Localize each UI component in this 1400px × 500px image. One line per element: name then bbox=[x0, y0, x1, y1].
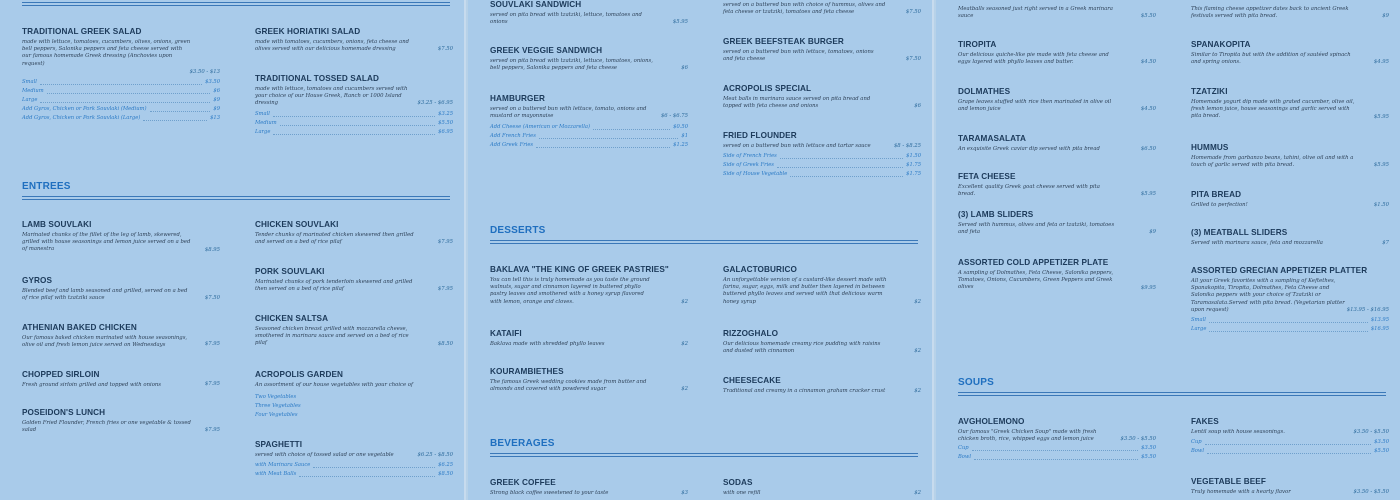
item-title: CHICKEN SALTSA bbox=[255, 314, 329, 323]
item-price: $4.50 bbox=[1140, 59, 1156, 66]
item-title: FAKES bbox=[1191, 417, 1219, 426]
item-price: $9 bbox=[1382, 13, 1389, 20]
item-price: $4.95 bbox=[1373, 59, 1389, 66]
size-options bbox=[22, 78, 220, 123]
item-description: with one refill bbox=[723, 490, 761, 496]
item-price: $8.50 bbox=[437, 340, 453, 347]
item-price: $9 bbox=[1149, 229, 1156, 236]
item-description: Our famous "Greek Chicken Soup" made with fresh chicken broth, rice, whipped eggs and lemon juice bbox=[958, 429, 1097, 443]
item-title: TZATZIKI bbox=[1191, 87, 1228, 96]
size-option: Add Greek Fries $1.25 bbox=[490, 141, 688, 148]
item-price: $7.95 bbox=[204, 381, 220, 388]
size-option: Large $6.95 bbox=[255, 128, 453, 135]
menu-item-fakes bbox=[1191, 417, 1389, 456]
item-description: Lentil soup with house seasonings. bbox=[1191, 429, 1285, 435]
item-title: LAMB SOUVLAKI bbox=[22, 220, 92, 229]
item-description: An exquisite Greek caviar dip served with pita bread bbox=[958, 146, 1100, 152]
item-description: All your Greek favorites with a sampling of Keftethes, Spanakopita, Tiropita, Dolmathes, Feta Cheese and Salonika peppers with your choice of Tzatziki or Taramasalata.Served with pita bread. (Vegetarian platter upon request) bbox=[1191, 278, 1345, 313]
menu-item-pork-souvlaki bbox=[255, 267, 453, 294]
menu-item-grecian-appetizer-platter bbox=[1191, 266, 1389, 334]
item-description: served on pita bread with tzatziki, lettuce, tomatoes, onions, bell peppers, Salonika peppers and feta cheese bbox=[490, 58, 653, 72]
item-title: GREEK BEEFSTEAK BURGER bbox=[723, 37, 844, 46]
menu-item-acropolis-garden bbox=[255, 370, 453, 420]
item-description: Our delicious homemade creamy rice pudding with raisins and dusted with cinnamon bbox=[723, 341, 881, 355]
item-price: $6.25 - $8.50 bbox=[415, 452, 454, 459]
item-description: Blended beef and lamb seasoned and grilled, served on a bed of rice pilaf with tzatziki sauce bbox=[22, 288, 188, 302]
item-description: Baklava made with shredded phyllo leaves bbox=[490, 341, 605, 347]
item-price: $3.50 - $5.50 bbox=[1353, 489, 1389, 496]
item-description: served with choice of tossed salad or one vegetable bbox=[255, 452, 394, 458]
menu-item-rizzoghalo bbox=[723, 329, 921, 356]
menu-item-greek-coffee bbox=[490, 478, 688, 497]
item-price: $5.95 bbox=[1373, 113, 1389, 120]
menu-item-cold-appetizer-plate bbox=[958, 258, 1156, 292]
item-description: Homemade yogurt dip made with grated cucumber, olive oil, fresh lemon juice, house seasonings and garlic served with pita bread. bbox=[1191, 99, 1355, 120]
item-description: Tender chunks of marinated chicken skewered then grilled and served on a bed of rice pilaf bbox=[255, 232, 414, 246]
item-description: Homemade from garbanzo beans, tahini, olive oil and with a touch of garlic served with pita bread. bbox=[1191, 155, 1354, 169]
menu-item-chopped-sirloin bbox=[22, 370, 220, 388]
item-price: $2 bbox=[914, 348, 921, 355]
item-price: $3 bbox=[681, 490, 688, 497]
item-price: $7.50 bbox=[905, 9, 921, 16]
item-description: Grape leaves stuffed with rice then marinated in olive oil and lemon juice bbox=[958, 99, 1112, 113]
item-description: Our famous baked chicken marinated with house seasonings, olive oil and fresh lemon juice served on Wednesdays bbox=[22, 335, 188, 349]
item-description: This flaming cheese appetizer dates back to ancient Greek festivals served with pita bread. bbox=[1191, 6, 1349, 20]
item-price: $1.50 bbox=[1373, 202, 1389, 209]
item-price: $6.50 bbox=[1140, 146, 1156, 153]
item-title: DOLMATHES bbox=[958, 87, 1011, 96]
item-price: $3.50 - $5.50 bbox=[1353, 429, 1389, 436]
top-rule bbox=[22, 2, 450, 6]
menu-item-lamb-souvlaki bbox=[22, 220, 220, 254]
section-title-desserts: DESSERTS bbox=[490, 225, 546, 236]
size-options bbox=[255, 461, 453, 479]
item-price: $4.50 bbox=[1140, 106, 1156, 113]
size-option: Small $13.95 bbox=[1191, 317, 1389, 324]
item-price: $2 bbox=[681, 298, 688, 305]
menu-item-fried-flounder bbox=[723, 131, 921, 179]
item-description: Marinated chunks of pork tenderloin skewered and grilled then served on a bed of rice pilaf bbox=[255, 279, 413, 293]
menu-item-pita-bread bbox=[1191, 190, 1389, 209]
size-options bbox=[1191, 316, 1389, 334]
item-description: An unforgettable version of a custard-like dessert made with farina, sugar, eggs, milk and butter then layered in between buttered phyllo leaves and served with that delicious warm honey syrup bbox=[723, 277, 887, 305]
item-price: $3.50 - $13 bbox=[189, 68, 220, 75]
size-option: Medium $6 bbox=[22, 88, 220, 95]
item-title: GALACTOBURICO bbox=[723, 265, 797, 274]
item-description: served on a buttered bun with choice of hummus, olives and feta cheese or tzatziki, tomatoes and feta cheese bbox=[723, 2, 886, 16]
size-options bbox=[255, 110, 453, 137]
menu-item-meatballs-continued bbox=[958, 6, 1156, 21]
size-option: Add Cheese (American or Mozzarella) $0.50 bbox=[490, 123, 688, 130]
menu-item-horiatiki bbox=[255, 27, 453, 53]
menu-item-greek-salad bbox=[22, 27, 220, 123]
size-option: Side of Greek Fries $1.75 bbox=[723, 162, 921, 169]
item-title: RIZZOGHALO bbox=[723, 329, 779, 338]
item-title: PORK SOUVLAKI bbox=[255, 267, 325, 276]
menu-item-tiropita bbox=[958, 40, 1156, 67]
item-title: TARAMASALATA bbox=[958, 134, 1027, 143]
section-rule bbox=[958, 392, 1386, 396]
size-option: with Meat Balls $8.50 bbox=[255, 471, 453, 478]
item-description: made with tomatoes, cucumbers, onions, feta cheese and olives served with our delicious homemade dressing bbox=[255, 39, 409, 53]
size-options bbox=[958, 444, 1156, 462]
menu-item-souvlaki-sandwich bbox=[490, 0, 688, 27]
item-price: $7.95 bbox=[204, 427, 220, 434]
section-rule bbox=[490, 453, 918, 457]
item-description: served on a buttered bun with lettuce, tomato, onions and mustard or mayonnaise bbox=[490, 106, 647, 120]
item-description: Meatballs seasoned just right served in a Greek marinara sauce bbox=[958, 6, 1113, 20]
vegetable-options bbox=[255, 393, 453, 420]
menu-item-baklava bbox=[490, 265, 688, 306]
item-description: Fresh ground sirloin grilled and topped with onions bbox=[22, 382, 162, 388]
item-description: Served with marinara sauce, feta and mozzarella bbox=[1191, 240, 1323, 246]
size-options bbox=[490, 123, 688, 150]
item-title: KOURAMBIETHES bbox=[490, 367, 564, 376]
item-title: FETA CHEESE bbox=[958, 172, 1016, 181]
item-title: GREEK VEGGIE SANDWICH bbox=[490, 46, 603, 55]
item-description: Excellent quality Greek goat cheese served with pita bread. bbox=[958, 184, 1100, 198]
item-price: $7.95 bbox=[437, 239, 453, 246]
menu-page-salads-entrees bbox=[0, 0, 466, 500]
menu-item-gyros bbox=[22, 276, 220, 303]
menu-item-lamb-sliders bbox=[958, 210, 1156, 237]
item-price: $2 bbox=[681, 341, 688, 348]
item-title: ACROPOLIS SPECIAL bbox=[723, 84, 812, 93]
size-option: Small $3.50 bbox=[22, 79, 220, 86]
item-title: SOUVLAKI SANDWICH bbox=[490, 0, 582, 9]
item-price: $7.50 bbox=[905, 56, 921, 63]
item-title: KATAIFI bbox=[490, 329, 522, 338]
menu-item-dolmathes bbox=[958, 87, 1156, 114]
item-title: ATHENIAN BAKED CHICKEN bbox=[22, 323, 137, 332]
size-options bbox=[723, 152, 921, 179]
item-price: $6 - $6.75 bbox=[660, 113, 688, 120]
menu-item-galactoburico bbox=[723, 265, 921, 306]
menu-item-kourambiethes bbox=[490, 367, 688, 394]
size-option: Four Vegetables bbox=[255, 412, 298, 419]
item-title: AVGHOLEMONO bbox=[958, 417, 1025, 426]
item-title: HUMMUS bbox=[1191, 143, 1229, 152]
item-price: $7.50 bbox=[204, 295, 220, 302]
size-option: Three Vegetables bbox=[255, 403, 301, 410]
item-description: The famous Greek wedding cookies made from butter and almonds and covered with powdered sugar bbox=[490, 379, 647, 393]
item-price: $2 bbox=[914, 490, 921, 497]
menu-item-taramasalata bbox=[958, 134, 1156, 153]
item-price: $9.95 bbox=[1140, 284, 1156, 291]
item-title: TIROPITA bbox=[958, 40, 997, 49]
item-description: served on a buttered bun with lettuce, tomatoes, onions and feta cheese bbox=[723, 49, 874, 63]
item-price: $7.95 bbox=[204, 341, 220, 348]
section-title-beverages: BEVERAGES bbox=[490, 438, 555, 449]
item-title: SODAS bbox=[723, 478, 753, 487]
menu-item-sandwich-continued bbox=[723, 2, 921, 17]
menu-item-poseidons-lunch bbox=[22, 408, 220, 435]
item-title: FRIED FLOUNDER bbox=[723, 131, 797, 140]
item-title: ACROPOLIS GARDEN bbox=[255, 370, 344, 379]
size-option: Two Vegetables bbox=[255, 394, 297, 401]
item-price: $7.95 bbox=[437, 286, 453, 293]
item-description: Golden Fried Flounder, French fries or one vegetable & tossed salad bbox=[22, 420, 191, 434]
item-title: CHEESECAKE bbox=[723, 376, 781, 385]
menu-item-hummus bbox=[1191, 143, 1389, 170]
item-price: $2 bbox=[914, 298, 921, 305]
item-description: served on pita bread with tzatziki, lettuce, tomatoes and onions bbox=[490, 12, 642, 26]
size-option: Add Gyros, Chicken or Pork Souvlaki (Large) $13 bbox=[22, 115, 220, 122]
menu-item-avgholemono bbox=[958, 417, 1156, 462]
size-option: Cup $3.50 bbox=[958, 444, 1156, 451]
menu-item-spaghetti bbox=[255, 440, 453, 479]
section-title-soups: SOUPS bbox=[958, 377, 995, 388]
item-description: made with lettuce, tomatoes and cucumbers served with your choice of our House Greek, Ranch or 1000 Island dressing bbox=[255, 86, 408, 107]
item-description: Our delicious quiche-like pie made with feta cheese and eggs layered with phyllo leaves and butter. bbox=[958, 52, 1109, 66]
item-description: Truly homemade with a hearty flavor bbox=[1191, 489, 1291, 495]
size-option: Add Gyros, Chicken or Pork Souvlaki (Medium) $9 bbox=[22, 106, 220, 113]
menu-item-sodas bbox=[723, 478, 921, 497]
item-title: SPAGHETTI bbox=[255, 440, 303, 449]
item-price: $5.95 bbox=[1140, 191, 1156, 198]
menu-page-appetizers-soups bbox=[936, 0, 1400, 500]
menu-item-hamburger bbox=[490, 94, 688, 150]
item-price: $7.50 bbox=[435, 46, 453, 53]
size-option: Side of French Fries $1.50 bbox=[723, 153, 921, 160]
size-option: Side of House Vegetable $1.75 bbox=[723, 171, 921, 178]
item-price: $6 bbox=[681, 65, 688, 72]
size-option: Bowl $5.50 bbox=[958, 453, 1156, 460]
item-description: Marinated chunks of the fillet of the leg of lamb, skewered, grilled with house seasonings and lemon juice served on a bed of manestra bbox=[22, 232, 191, 253]
item-price: $3.50 - $5.50 bbox=[1120, 436, 1156, 443]
menu-item-meatball-sliders bbox=[1191, 228, 1389, 247]
size-option: Large $16.95 bbox=[1191, 326, 1389, 333]
menu-item-tzatziki bbox=[1191, 87, 1389, 121]
item-description: A sampling of Dolmathes, Feta Cheese, Salonika peppers, Tomatoes, Onions, Cucumbers, Green Peppers and Greek olives bbox=[958, 270, 1114, 291]
item-description: An assortment of our house vegetables with your choice of bbox=[255, 382, 413, 388]
item-description: Grilled to perfection! bbox=[1191, 202, 1248, 208]
section-rule bbox=[22, 196, 450, 200]
item-description: Traditional and creamy in a cinnamon graham cracker crust bbox=[723, 388, 886, 394]
item-description: You can tell this is truly homemade as you taste the ground walnuts, sugar and cinnamon layered in buttered phyllo pastry leaves and smothered with a honey syrup flavored with lemon, orange and cloves. bbox=[490, 277, 650, 305]
menu-page-sandwiches-desserts bbox=[468, 0, 934, 500]
section-rule bbox=[490, 240, 918, 244]
item-price: $8 - $8.25 bbox=[891, 143, 921, 150]
item-title: BAKLAVA "THE KING OF GREEK PASTRIES" bbox=[490, 265, 669, 274]
item-title: GREEK HORIATIKI SALAD bbox=[255, 27, 361, 36]
item-title: SPANAKOPITA bbox=[1191, 40, 1251, 49]
menu-item-cheesecake bbox=[723, 376, 921, 395]
item-price: $13.95 - $16.95 bbox=[1344, 307, 1389, 314]
item-price: $5.95 bbox=[672, 19, 688, 26]
item-price: $5.95 bbox=[1373, 162, 1389, 169]
menu-item-kataifi bbox=[490, 329, 688, 348]
menu-item-chicken-souvlaki bbox=[255, 220, 453, 247]
item-title: VEGETABLE BEEF bbox=[1191, 477, 1266, 486]
item-title: HAMBURGER bbox=[490, 94, 546, 103]
item-title: (3) LAMB SLIDERS bbox=[958, 210, 1034, 219]
item-title: GREEK COFFEE bbox=[490, 478, 556, 487]
item-description: made with lettuce, tomatoes, cucumbers, olives, onions, green bell peppers, Salonika peppers and feta cheese served with our famous homemade Greek dressing (Anchovies upon request) bbox=[22, 39, 191, 67]
menu-item-spanakopita bbox=[1191, 40, 1389, 67]
item-price: $7 bbox=[1382, 240, 1389, 247]
menu-item-vegetable-beef bbox=[1191, 477, 1389, 496]
item-title: CHICKEN SOUVLAKI bbox=[255, 220, 339, 229]
item-description: Strong black coffee sweetened to your taste bbox=[490, 490, 609, 496]
item-description: served on a buttered bun with lettuce and tartar sauce bbox=[723, 143, 871, 149]
size-option: Cup $3.50 bbox=[1191, 439, 1389, 446]
item-price: $3.25 - $6.95 bbox=[415, 100, 454, 107]
size-option: Bowl $5.50 bbox=[1191, 448, 1389, 455]
size-option: Small $3.25 bbox=[255, 110, 453, 117]
item-title: ASSORTED COLD APPETIZER PLATE bbox=[958, 258, 1109, 267]
size-option: Medium $5.50 bbox=[255, 119, 453, 126]
item-price: $5.50 bbox=[1140, 13, 1156, 20]
menu-item-acropolis-special bbox=[723, 84, 921, 111]
size-option: with Marinara Sauce $6.25 bbox=[255, 462, 453, 469]
menu-item-athenian-chicken bbox=[22, 323, 220, 349]
menu-item-flaming-cheese-continued bbox=[1191, 6, 1389, 21]
item-description: Meat balls in marinara sauce served on pita bread and topped with feta cheese and onions bbox=[723, 96, 871, 110]
item-title: CHOPPED SIRLOIN bbox=[22, 370, 100, 379]
item-description: Served with hummus, olives and feta or tzatziki, tomatoes and feta bbox=[958, 222, 1115, 236]
item-title: POSEIDON'S LUNCH bbox=[22, 408, 106, 417]
item-title: PITA BREAD bbox=[1191, 190, 1242, 199]
item-description: Seasoned chicken breast grilled with mozzarella cheese, smothered in marinara sauce and served on a bed of rice pilaf bbox=[255, 326, 409, 347]
size-option: Add French Fries $1 bbox=[490, 132, 688, 139]
item-title: ASSORTED GRECIAN APPETIZER PLATTER bbox=[1191, 266, 1368, 275]
menu-item-beefsteak-burger bbox=[723, 37, 921, 64]
item-price: $2 bbox=[914, 388, 921, 395]
menu-item-feta-cheese bbox=[958, 172, 1156, 199]
item-title: TRADITIONAL GREEK SALAD bbox=[22, 27, 142, 36]
item-title: TRADITIONAL TOSSED SALAD bbox=[255, 74, 380, 83]
item-title: (3) MEATBALL SLIDERS bbox=[1191, 228, 1288, 237]
item-price: $2 bbox=[681, 386, 688, 393]
item-title: GYROS bbox=[22, 276, 53, 285]
section-title-entrees: ENTREES bbox=[22, 181, 71, 192]
item-price: $6 bbox=[914, 103, 921, 110]
menu-item-greek-veggie-sandwich bbox=[490, 46, 688, 73]
menu-item-tossed-salad bbox=[255, 74, 453, 137]
size-options bbox=[1191, 438, 1389, 456]
item-price: $8.95 bbox=[204, 246, 220, 253]
size-option: Large $9 bbox=[22, 97, 220, 104]
item-description: Similar to Tiropita but with the addition of sautéed spinach and spring onions. bbox=[1191, 52, 1351, 66]
menu-item-chicken-saltsa bbox=[255, 314, 453, 348]
